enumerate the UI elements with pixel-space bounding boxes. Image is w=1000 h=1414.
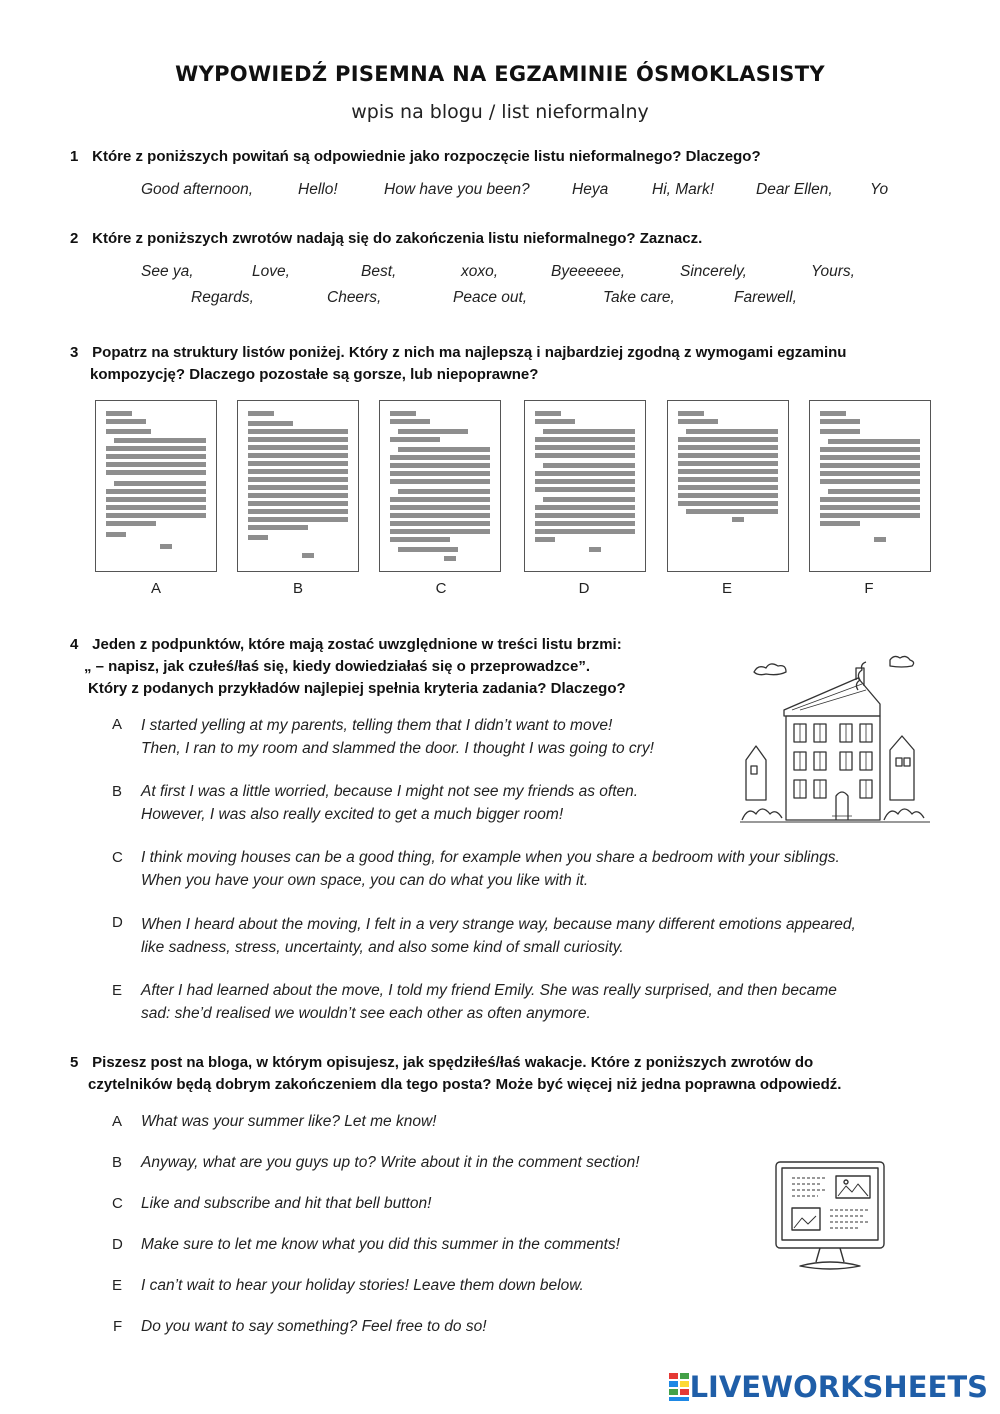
- greeting-option[interactable]: Heya: [572, 181, 609, 198]
- question-number: 3: [70, 344, 79, 361]
- q4-option-b[interactable]: [141, 780, 638, 826]
- greeting-option[interactable]: Dear Ellen,: [756, 181, 833, 198]
- liveworksheets-logo-icon: [668, 1372, 690, 1402]
- option-text: Then, I ran to my room and slammed the door. I thought I was going to cry!: [141, 740, 654, 757]
- option-letter: E: [112, 1277, 123, 1294]
- greeting-option[interactable]: Good afternoon,: [141, 181, 254, 198]
- question-text-continued: kompozycję? Dlaczego pozostałe są gorsze, lub niepoprawne?: [90, 366, 539, 383]
- question-5: [70, 1052, 950, 1096]
- question-1: [70, 146, 950, 168]
- closing-option[interactable]: Regards,: [191, 289, 254, 306]
- option-letter: C: [112, 849, 123, 866]
- q5-option-b[interactable]: Anyway, what are you guys up to? Write about it in the comment section!: [141, 1154, 640, 1171]
- letter-structure-label: C: [435, 580, 447, 597]
- option-letter: C: [112, 1195, 123, 1212]
- option-letter: A: [112, 1113, 123, 1130]
- closing-option[interactable]: xoxo,: [461, 263, 499, 280]
- question-text: Popatrz na struktury listów poniżej. Który z nich ma najlepszą i najbardziej zgodną z wymogami egzaminu: [92, 344, 847, 361]
- option-letter: A: [112, 716, 123, 733]
- q5-option-c[interactable]: Like and subscribe and hit that bell button!: [141, 1195, 432, 1212]
- closing-option[interactable]: Peace out,: [453, 289, 528, 306]
- option-text: However, I was also really excited to get a much bigger room!: [141, 806, 564, 823]
- question-quote: „ – napisz, jak czułeś/łaś się, kiedy dowiedziałaś się o przeprowadzce”.: [84, 658, 591, 675]
- q5-option-a[interactable]: What was your summer like? Let me know!: [141, 1113, 437, 1130]
- letter-structure-label: F: [864, 580, 874, 597]
- monitor-illustration: [770, 1158, 890, 1278]
- option-letter: E: [112, 982, 123, 999]
- question-number: 4: [70, 636, 79, 653]
- letter-structure-b: [237, 400, 359, 572]
- letter-structure-d: [524, 400, 646, 572]
- letter-structure-label: D: [578, 580, 590, 597]
- q5-option-d[interactable]: Make sure to let me know what you did this summer in the comments!: [141, 1236, 620, 1253]
- closing-option[interactable]: Love,: [252, 263, 290, 280]
- question-number: 5: [70, 1054, 79, 1071]
- greeting-option[interactable]: How have you been?: [384, 181, 530, 198]
- option-text: After I had learned about the move, I told my friend Emily. She was really surprised, and then became: [141, 982, 837, 999]
- option-letter: F: [113, 1318, 123, 1335]
- q5-option-e[interactable]: I can’t wait to hear your holiday stories! Leave them down below.: [141, 1277, 584, 1294]
- option-text: When you have your own space, you can do what you like with it.: [141, 872, 589, 889]
- letter-structure-c: [379, 400, 501, 572]
- letter-structure-f: [809, 400, 931, 572]
- question-text-continued: Który z podanych przykładów najlepiej spełnia kryteria zadania? Dlaczego?: [88, 680, 626, 697]
- question-number: 1: [70, 148, 79, 165]
- brand-name: LIVEWORKSHEETS: [689, 1370, 988, 1404]
- closing-option[interactable]: See ya,: [141, 263, 194, 280]
- page-title: WYPOWIEDŹ PISEMNA NA EGZAMINIE ÓSMOKLASISTY: [175, 62, 825, 86]
- letter-structure-label: E: [721, 580, 732, 597]
- greeting-option[interactable]: Hello!: [298, 181, 338, 198]
- question-2: [70, 228, 950, 250]
- option-letter: B: [112, 1154, 123, 1171]
- question-text: Które z poniższych powitań są odpowiednie jako rozpoczęcie listu nieformalnego? Dlaczego?: [92, 148, 761, 165]
- option-letter: D: [112, 1236, 123, 1253]
- question-text: Piszesz post na bloga, w którym opisujesz, jak spędziłeś/łaś wakacje. Które z poniższych zwrotów do: [92, 1054, 814, 1071]
- option-text: I think moving houses can be a good thing, for example when you share a bedroom with your siblings.: [141, 849, 840, 866]
- option-text: I started yelling at my parents, telling them that I didn’t want to move!: [141, 717, 613, 734]
- liveworksheets-brand: [668, 1370, 988, 1404]
- question-text: Które z poniższych zwrotów nadają się do zakończenia listu nieformalnego? Zaznacz.: [92, 230, 703, 247]
- letter-structure-label: A: [150, 580, 161, 597]
- closing-option[interactable]: Best,: [361, 263, 397, 280]
- option-letter: D: [112, 914, 123, 931]
- question-4: [70, 634, 730, 700]
- letter-structure-e: [667, 400, 789, 572]
- page-subtitle: wpis na blogu / list nieformalny: [351, 101, 649, 123]
- option-text: At first I was a little worried, because I might not see my friends as often.: [141, 783, 639, 800]
- house-illustration: [740, 650, 930, 840]
- q4-option-c[interactable]: [141, 846, 840, 892]
- closing-option[interactable]: Farewell,: [734, 289, 797, 306]
- closing-option[interactable]: Cheers,: [327, 289, 382, 306]
- option-text: like sadness, stress, uncertainty, and also some kind of small curiosity.: [141, 939, 624, 956]
- question-text-continued: czytelników będą dobrym zakończeniem dla tego posta? Może być więcej niż jedna poprawna odpowiedź.: [88, 1076, 842, 1093]
- closing-option[interactable]: Byeeeeee,: [551, 263, 626, 280]
- closing-option[interactable]: Yours,: [811, 263, 855, 280]
- letter-structure-a: [95, 400, 217, 572]
- question-text: Jeden z podpunktów, które mają zostać uwzględnione w treści listu brzmi:: [92, 636, 622, 653]
- option-text: sad: she’d realised we wouldn’t see each other as often anymore.: [141, 1005, 591, 1022]
- q4-option-d[interactable]: [141, 913, 856, 959]
- q5-option-f[interactable]: Do you want to say something? Feel free to do so!: [141, 1318, 487, 1335]
- q4-option-a[interactable]: [141, 714, 654, 760]
- greeting-option[interactable]: Yo: [870, 181, 889, 198]
- q4-option-e[interactable]: [141, 979, 837, 1025]
- question-3: [70, 342, 950, 386]
- closing-option[interactable]: Take care,: [603, 289, 675, 306]
- greeting-option[interactable]: Hi, Mark!: [652, 181, 714, 198]
- question-number: 2: [70, 230, 79, 247]
- option-text: When I heard about the moving, I felt in a very strange way, because many different emotions appeared,: [141, 916, 856, 933]
- letter-structure-label: B: [292, 580, 303, 597]
- closing-option[interactable]: Sincerely,: [680, 263, 747, 280]
- option-letter: B: [112, 783, 123, 800]
